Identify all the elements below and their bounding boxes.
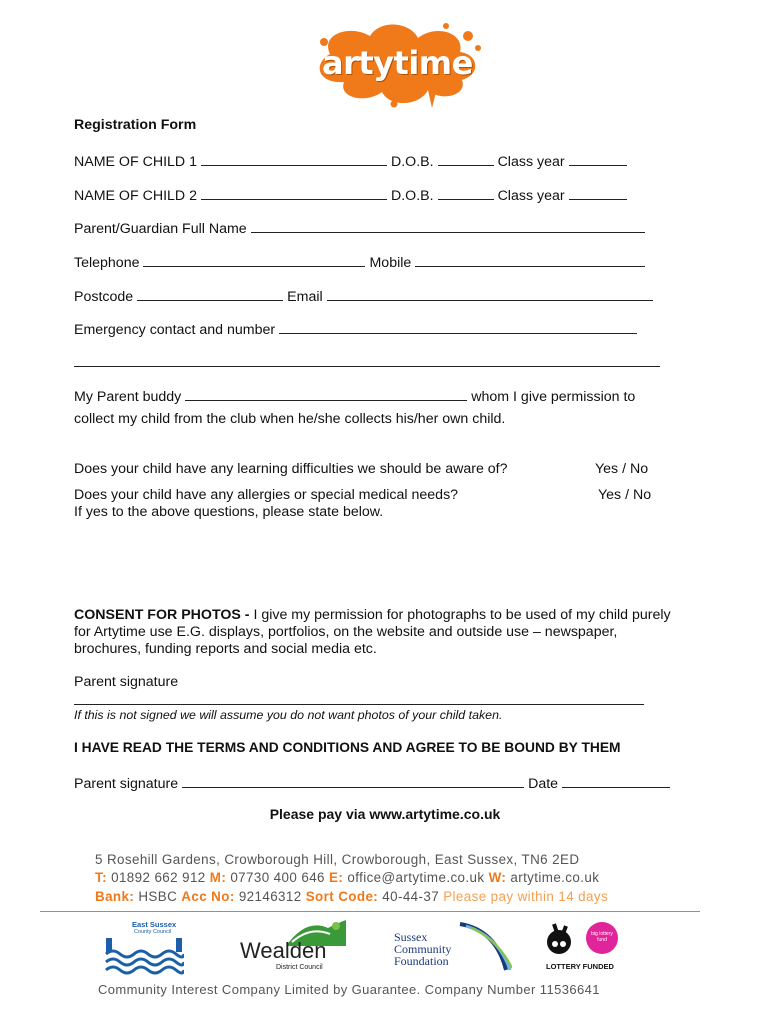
form-title: Registration Form <box>74 117 197 133</box>
date-label: Date <box>528 776 559 792</box>
telephone-row <box>74 252 649 271</box>
consent-heading: CONSENT FOR PHOTOS - <box>74 607 250 623</box>
footer-address: 5 Rosehill Gardens, Crowborough Hill, Crowborough, East Sussex, TN6 2ED <box>95 852 580 867</box>
waves-icon <box>104 936 184 976</box>
phone-value: 01892 662 912 <box>111 870 206 885</box>
terms-signature-row <box>74 773 674 792</box>
pay-within: Please pay within 14 days <box>443 889 609 904</box>
mobile-footer-label: M: <box>209 870 227 885</box>
terms-signature-label: Parent signature <box>74 776 179 792</box>
child2-label: NAME OF CHILD 2 <box>74 188 197 204</box>
crossed-fingers-icon <box>544 922 574 956</box>
guardian-field[interactable] <box>251 218 645 233</box>
bank-label: Bank: <box>95 889 135 904</box>
mobile-label: Mobile <box>369 255 412 271</box>
company-info: Community Interest Company Limited by Guarantee. Company Number 11536641 <box>98 982 600 997</box>
buddy-line2: collect my child from the club when he/she collects his/her own child. <box>74 411 506 427</box>
consent-text: I give my permission for photographs to be used of my child purely for Artytime use E.G. displays, portfolios, on the website and outside use – newspaper, brochures, funding reports and social media etc. <box>74 607 671 657</box>
buddy-label: My Parent buddy <box>74 389 182 405</box>
sort-value: 40-44-37 <box>382 889 440 904</box>
child1-class-field[interactable] <box>569 151 627 166</box>
web-footer-value[interactable]: artytime.co.uk <box>510 870 600 885</box>
child1-label: NAME OF CHILD 1 <box>74 154 197 170</box>
footer-divider <box>40 911 700 912</box>
scf-line3: Foundation <box>394 954 449 968</box>
postcode-label: Postcode <box>74 289 134 305</box>
child1-class-label: Class year <box>497 154 565 170</box>
postcode-row <box>74 286 657 305</box>
child2-name-field[interactable] <box>201 185 387 200</box>
question-allergies: Does your child have any allergies or special medical needs? <box>74 487 459 503</box>
telephone-field[interactable] <box>143 252 365 267</box>
email-label: Email <box>287 289 323 305</box>
web-footer-label: W: <box>488 870 507 885</box>
acc-value: 92146312 <box>238 889 302 904</box>
lottery-funded-text: LOTTERY FUNDED <box>546 962 614 971</box>
emergency-field-line2[interactable] <box>74 366 660 367</box>
mobile-field[interactable] <box>415 252 645 267</box>
phone-label: T: <box>95 870 107 885</box>
terms-signature-field[interactable] <box>182 773 524 788</box>
child2-row <box>74 185 631 204</box>
buddy-field[interactable] <box>185 386 467 401</box>
date-field[interactable] <box>562 773 670 788</box>
wealden-text: Wealden <box>240 938 327 963</box>
emergency-row <box>74 319 641 338</box>
question-learning: Does your child have any learning difficulties we should be aware of? <box>74 461 508 477</box>
photo-signature-label: Parent signature <box>74 674 179 690</box>
pay-note: Please pay via www.artytime.co.uk <box>269 806 501 822</box>
postcode-field[interactable] <box>137 286 283 301</box>
lottery-logo <box>540 920 630 976</box>
buddy-suffix: whom I give permission to <box>471 389 636 405</box>
emergency-label: Emergency contact and number <box>74 322 276 338</box>
footer-bank <box>95 889 608 904</box>
photo-signature-field[interactable] <box>74 704 644 705</box>
sort-label: Sort Code: <box>305 889 379 904</box>
photo-note: If this is not signed we will assume you do not want photos of your child taken. <box>74 708 503 722</box>
child2-dob-field[interactable] <box>438 185 494 200</box>
bank-value: HSBC <box>138 889 178 904</box>
terms-heading: I HAVE READ THE TERMS AND CONDITIONS AND AGREE TO BE BOUND BY THEM <box>74 740 621 755</box>
footer-contacts <box>95 870 599 885</box>
mobile-footer-value: 07730 400 646 <box>230 870 325 885</box>
answer-learning[interactable]: Yes / No <box>595 461 649 477</box>
guardian-row <box>74 218 649 237</box>
email-field[interactable] <box>327 286 653 301</box>
answer-allergies[interactable]: Yes / No <box>598 487 652 503</box>
esx-line1: East Sussex <box>132 920 177 929</box>
scf-line2: Community <box>394 942 452 956</box>
guardian-label: Parent/Guardian Full Name <box>74 221 247 237</box>
scf-line1: Sussex <box>394 930 428 944</box>
consent-paragraph <box>74 607 688 658</box>
child2-class-field[interactable] <box>569 185 627 200</box>
wealden-logo <box>236 918 346 974</box>
email-footer-value[interactable]: office@artytime.co.uk <box>347 870 485 885</box>
email-footer-label: E: <box>329 870 344 885</box>
badge-text: big lottery fund <box>591 931 613 943</box>
child1-dob-field[interactable] <box>438 151 494 166</box>
question-followup: If yes to the above questions, please state below. <box>74 504 384 520</box>
child1-dob-label: D.O.B. <box>390 154 434 170</box>
child2-class-label: Class year <box>497 188 565 204</box>
child1-name-field[interactable] <box>201 151 387 166</box>
big-lottery-badge <box>586 922 618 954</box>
swoosh-icon <box>456 920 512 972</box>
telephone-label: Telephone <box>74 255 140 271</box>
emergency-field[interactable] <box>279 319 637 334</box>
child2-dob-label: D.O.B. <box>390 188 434 204</box>
buddy-row <box>74 386 635 405</box>
sussex-community-foundation-logo <box>394 930 514 976</box>
acc-label: Acc No: <box>181 889 235 904</box>
logo-text: artytime <box>322 44 473 82</box>
child1-row <box>74 151 631 170</box>
east-sussex-logo <box>104 920 184 976</box>
artytime-logo <box>300 14 490 110</box>
esx-line2: County Council <box>134 929 172 935</box>
wealden-sub: District Council <box>276 964 323 971</box>
